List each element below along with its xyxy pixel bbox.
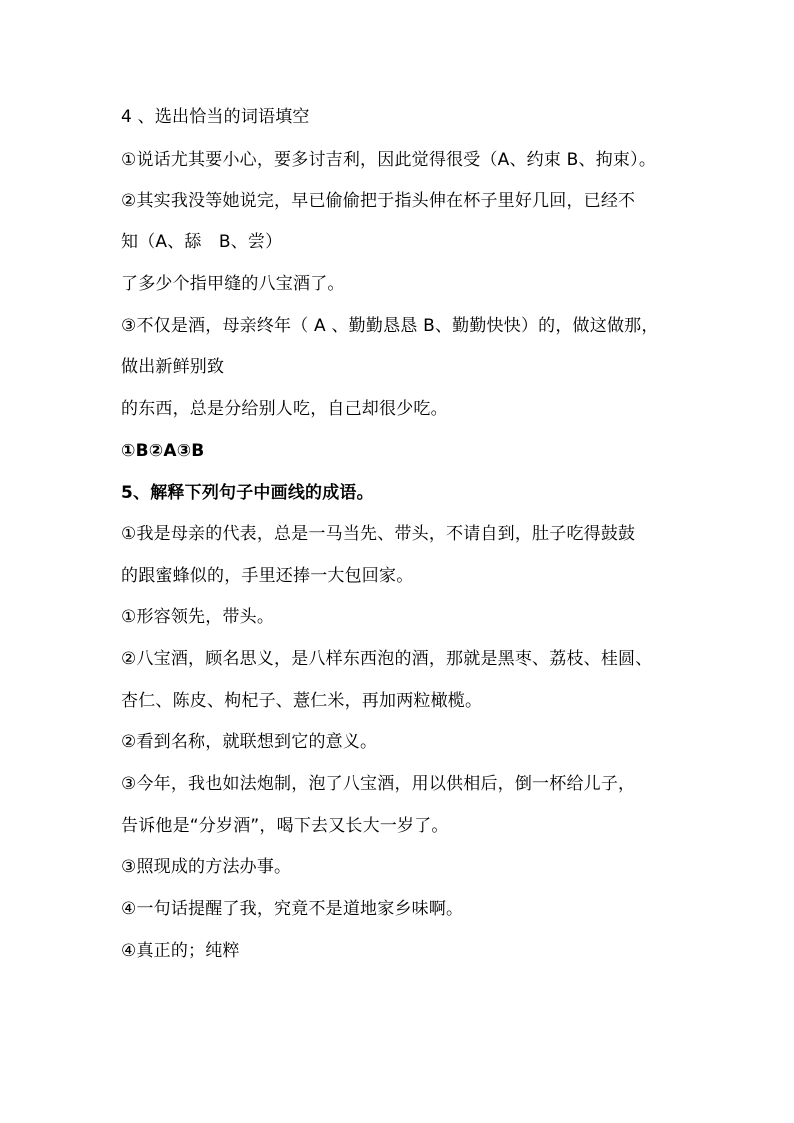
- question-4-heading: 4 、选出恰当的词语填空: [121, 107, 310, 127]
- q5-answer-3: ③照现成的方法办事。: [121, 857, 292, 877]
- q5-sentence-1-part-1: ①我是母亲的代表，总是一马当先、带头，不请自到，肚子吃得鼓鼓: [121, 524, 636, 544]
- q5-answer-1: ①形容领先，带头。: [121, 607, 275, 627]
- q4-sentence-1: ①说话尤其要小心，要多讨吉利，因此觉得很受（A、约束 B、拘束）。: [121, 150, 657, 170]
- q4-sentence-2-options: 知（A、舔 B、尝）: [121, 232, 283, 252]
- q4-sentence-3-part-2: 做出新鲜别致: [121, 357, 225, 377]
- q5-sentence-3-part-1: ③今年，我也如法炮制，泡了八宝酒，用以供相后，倒一杯给儿子，: [121, 774, 636, 794]
- q5-sentence-1-part-2: 的跟蜜蜂似的，手里还捧一大包回家。: [121, 566, 414, 586]
- q4-sentence-2-part-2: 了多少个指甲缝的八宝酒了。: [121, 274, 345, 294]
- q5-sentence-3-part-2: 告诉他是“分岁酒”，喝下去又长大一岁了。: [121, 816, 449, 836]
- q5-answer-2: ②看到名称，就联想到它的意义。: [121, 732, 378, 752]
- q4-sentence-3-part-3: 的东西，总是分给别人吃，自己却很少吃。: [121, 399, 448, 419]
- question-5-heading: 5、解释下列句子中画线的成语。: [121, 483, 374, 503]
- q5-sentence-4: ④一句话提醒了我，究竟不是道地家乡味啊。: [121, 899, 464, 919]
- q5-sentence-2-part-2: 杏仁、陈皮、枸杞子、薏仁米，再加两粒橄榄。: [121, 691, 483, 711]
- q5-sentence-2-part-1: ②八宝酒，顾名思义，是八样东西泡的酒，那就是黑枣、荔枝、桂圆、: [121, 649, 653, 669]
- q4-sentence-3-part-1: ③不仅是酒，母亲终年（ A 、勤勤恳恳 B、勤勤快快）的，做这做那，: [121, 316, 659, 336]
- q4-sentence-2-part-1: ②其实我没等她说完，早已偷偷把于指头伸在杯子里好几回，已经不: [121, 191, 636, 211]
- q5-answer-4: ④真正的；纯粹: [121, 941, 240, 961]
- q4-answer: ①B②A③B: [121, 441, 205, 461]
